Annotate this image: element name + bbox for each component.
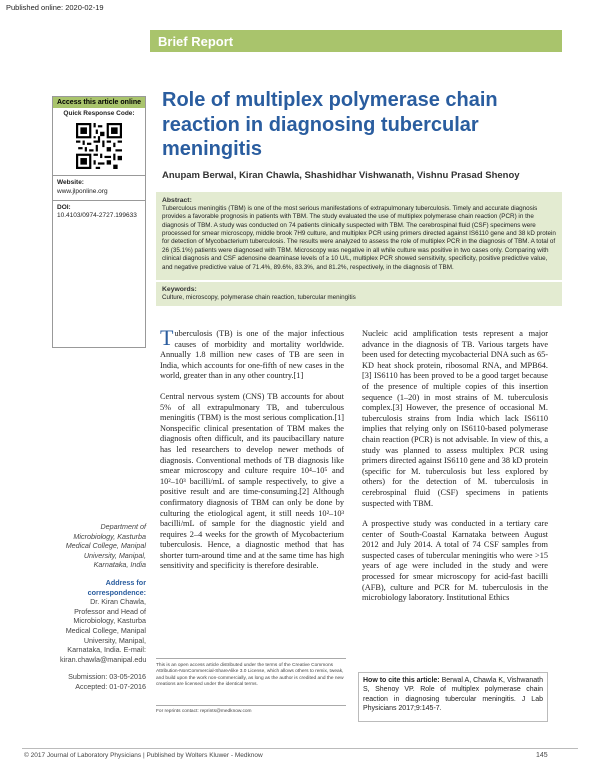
paragraph: Tuberculosis (TB) is one of the major infectious causes of morbidity and mortality worldwide. Annually 1.8 million new cases of TB are seen in India, which accounts for one-fifth of new cases in the world, greater than in any other country.[1]: [160, 325, 344, 381]
keywords-label: Keywords:: [162, 286, 197, 293]
abstract: [156, 192, 562, 280]
cite-text: Berwal A, Chawla K, Vishwanath S, Shenoy VP. Role of multiplex polymerase chain reaction in diagnosing tubercular meningitis. J Lab Physicians 2017;9:145-7.: [363, 677, 544, 713]
published-date: Published online: 2020-02-19: [6, 3, 104, 12]
website-label: Website:: [57, 179, 84, 186]
citation-box: [358, 672, 548, 722]
paragraph: Nucleic acid amplification tests represent a major advance in the diagnosis of TB. Various targets have been used for detecting mycobacterial DNA such as 65-KD heat shock protein, ribosomal RNA, and MPB64.[3] IS6110 has been proved to be a good target because of the presence of multiple copies of this insertion sequence (1–20) in most strains of M. tuberculosis complex.[3] However, the presence of occasional M. tuberculosis strains from India which lack IS6110 implies that relying only on IS6110-based polymerase chain reaction (PCR) is not advisable. In view of this, a study was planned to assess multiplex PCR using primers directed against IS6110 gene and 38 kD protein (specific for M. tuberculosis but less explored by others) for the detection of M. tuberculosis in cerebrospinal fluid (CSF) specimens in patients suspected with TBM.: [362, 329, 548, 508]
correspondence-label: Address for correspondence:: [87, 577, 146, 597]
doi-label: DOI:: [57, 203, 71, 211]
correspondence-text: Dr. Kiran Chawla, Professor and Head of Microbiology, Kasturba Medical College, Manipal University, Manipal, Karnataka, India. E-mail: kiran.chawla@manipal.edu: [60, 597, 147, 664]
article-type-banner: Brief Report: [150, 30, 562, 52]
footer-copyright: © 2017 Journal of Laboratory Physicians | Published by Wolters Kluwer - Medknow: [24, 752, 263, 759]
website-row: [53, 175, 145, 200]
website-link[interactable]: www.jlponline.org: [57, 187, 108, 195]
affiliation-block: [60, 522, 146, 692]
accepted-date: Accepted: 01-07-2016: [75, 681, 146, 691]
drop-cap: T: [160, 325, 174, 350]
paragraph: A prospective study was conducted in a tertiary care center of South-Coastal Karnataka between August 2012 and July 2014. A total of 74 CSF samples from suspected cases of tubercular meningitis who were >15 years of age were included in the study and were processed for smear microscopy for acid-fast bacilli (AFB), culture and PCR for M. tuberculosis in the microbiology laboratory. Institutional Ethics: [362, 519, 548, 603]
footer-divider: [22, 748, 578, 749]
access-sidebar: [52, 96, 146, 348]
submission-date: Submission: 03-05-2016: [68, 672, 146, 682]
keywords-text: Culture, microscopy, polymerase chain reaction, tubercular meningitis: [162, 294, 356, 302]
doi-link[interactable]: 10.4103/0974-2727.199633: [57, 212, 137, 220]
paragraph: Central nervous system (CNS) TB accounts for about 5% of all extrapulmonary TB, and tuberculous meningitis (TBM) is the most serious complication.[1] Nonspecific clinical presentation of TBM makes the diagnosis often difficult, and its paucibacillary nature has led researchers to develop newer methods of diagnosis. Conventional methods of TB diagnosis like smear microscopy and culture require 10⁴–10⁵ and 10²–10³ bacilli/mL of sample respectively, to give a positive result and are time-consuming.[2] Although confirmatory diagnosis of TBM can only be done by culturing the etiological agent, it still needs 10²–10³ bacilli/mL of sample for the diagnostic yield and requires 2–4 weeks for the growth of Mycobacterium tuberculosis. Hence, a diagnostic method that has shorter turn-around time and at the same time has high sensitivity and specificity is therefore desirable.: [160, 391, 344, 571]
qr-code-icon[interactable]: [76, 123, 122, 169]
license-notice: This is an open access article distributed under the terms of the Creative Commons Attribution-NonCommercial-ShareAlike 3.0 License, which allows others to remix, tweak, and build upon the work non-commercially, as long as the author is credited and the new creations are licensed under the identical terms.: [156, 658, 346, 689]
abstract-label: Abstract:: [162, 197, 192, 204]
author-list: Anupam Berwal, Kiran Chawla, Shashidhar Vishwanath, Vishnu Prasad Shenoy: [162, 170, 520, 181]
abstract-text: Tuberculous meningitis (TBM) is one of the most serious manifestations of extrapulmonary tuberculosis. Timely and accurate diagnosis provides a favorable prognosis in patients with TBM. The study evaluated the use of multiplex polymerase chain reaction (PCR) in the diagnosis of TBM. A study was conducted on 74 patients clinically suspected with TBM. The cerebrospinal fluid (CSF) specimens were processed for smear microscopy, middle brook 7H9 culture, and multiplex PCR using primers directed against IS6110 gene and 38 kD protein for detection of Mycobacterium tuberculosis. The results were analyzed to assess the role of multiplex PCR in the diagnosis of TBM. A total of 26 (35.1%) patients were diagnosed with TBM. Microscopy was negative in all while culture was positive in two cases only. Comparing with clinical diagnosis and CSF adenosine deaminase levels of ≥ 10 U/L, multiplex PCR showed sensitivity, specificity, positive predictive value, and negative predictive value of 71.4%, 89.6%, 83.3%, and 81.2%, respectively, in the diagnosis of TBM.: [162, 205, 556, 271]
keywords: [156, 282, 562, 306]
qr-label: Quick Response Code:: [63, 110, 135, 117]
reprints-contact: For reprints contact: reprints@medknow.com: [156, 705, 346, 714]
body-column-right: [362, 329, 548, 614]
affiliation: Department of Microbiology, Kasturba Medical College, Manipal University, Manipal, Karnataka, India: [65, 522, 146, 570]
cite-label: How to cite this article:: [363, 677, 440, 684]
doi-row: [53, 200, 145, 225]
article-title: Role of multiplex polymerase chain reaction in diagnosing tubercular meningitis: [162, 89, 498, 160]
page-number: 145: [536, 752, 548, 759]
body-column-left: [160, 325, 344, 582]
sidebar-header: Access this article online: [53, 97, 145, 108]
